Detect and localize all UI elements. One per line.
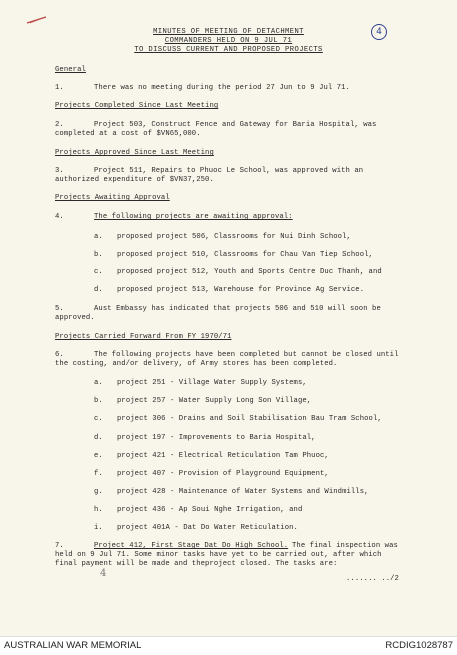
page-marker-circled: 4 <box>371 24 387 40</box>
list-item-letter: c. <box>94 268 103 276</box>
list-item-letter: i. <box>94 524 103 532</box>
para-5-line-1: Aust Embassy has indicated that projects 506 and 510 will soon be <box>94 305 381 313</box>
list-item-letter: d. <box>94 434 103 442</box>
list-item-letter: b. <box>94 251 103 259</box>
para-4-number: 4. <box>55 213 64 221</box>
heading-awaiting: Projects Awaiting Approval <box>55 194 170 202</box>
para-6-line-2: the costing, and/or delivery, of Army stores has been completed. <box>55 360 338 368</box>
footer-right-label: RCDIG1028787 <box>385 640 453 651</box>
list-item-text: project 251 - Village Water Supply Systems, <box>117 379 307 387</box>
para-2-number: 2. <box>55 121 64 129</box>
list-item-text: project 257 - Water Supply Long Son Village, <box>117 397 312 405</box>
list-item-letter: a. <box>94 379 103 387</box>
list-item-text: proposed project 506, Classrooms for Nui Dinh School, <box>117 233 351 241</box>
heading-carried-forward: Projects Carried Forward From FY 1970/71 <box>55 333 232 341</box>
heading-approved: Projects Approved Since Last Meeting <box>55 149 214 157</box>
para-5-line-2: approved. <box>55 314 95 322</box>
list-item-letter: b. <box>94 397 103 405</box>
list-item-letter: d. <box>94 286 103 294</box>
para-3-line-2: authorized expenditure of $VN37,250. <box>55 176 214 184</box>
list-item-text: project 436 - Ap Soui Nghe Irrigation, and <box>117 506 303 514</box>
list-item-text: project 428 - Maintenance of Water Systems and Windmills, <box>117 488 369 496</box>
para-7-line-1-rest: The final inspection was <box>292 542 398 550</box>
list-item-text: proposed project 513, Warehouse for Province Ag Service. <box>117 286 365 294</box>
para-4-text: The following projects are awaiting approval: <box>94 213 293 221</box>
list-item-text: project 197 - Improvements to Baria Hospital, <box>117 434 316 442</box>
para-7-line-2: held on 9 Jul 71. Some minor tasks have yet to be carried out, after which <box>55 551 382 559</box>
list-item-letter: e. <box>94 452 103 460</box>
list-item-letter: g. <box>94 488 103 496</box>
list-item-letter: h. <box>94 506 103 514</box>
para-6-number: 6. <box>55 351 64 359</box>
para-7-line-3: final payment will be made and theproject closed. The tasks are: <box>55 560 338 568</box>
handwritten-mark: 4 <box>100 568 107 579</box>
list-item-letter: c. <box>94 415 103 423</box>
list-item-text: project 306 - Drains and Soil Stabilisation Bau Tram School, <box>117 415 382 423</box>
para-2-line-2: completed at a cost of $VN65,000. <box>55 130 201 138</box>
para-3-line-1: Project 511, Repairs to Phuoc Le School, was approved with an <box>94 167 364 175</box>
list-item-text: project 407 - Provision of Playground Equipment, <box>117 470 329 478</box>
list-item-text: project 401A - Dat Do Water Reticulation. <box>117 524 298 532</box>
header-line-2: COMMANDERS HELD ON 9 JUL 71 <box>164 37 293 45</box>
list-item-letter: a. <box>94 233 103 241</box>
ink-mark <box>26 15 48 25</box>
list-item-text: proposed project 512, Youth and Sports Centre Duc Thanh, and <box>117 268 382 276</box>
para-1-text: There was no meeting during the period 27 Jun to 9 Jul 71. <box>94 84 350 92</box>
para-7-heading: Project 412, First Stage Dat Do High School. <box>94 542 289 550</box>
header-line-1: MINUTES OF MEETING OF DETACHMENT <box>153 28 304 36</box>
heading-completed: Projects Completed Since Last Meeting <box>55 102 219 110</box>
footer-left-label: AUSTRALIAN WAR MEMORIAL <box>4 640 142 651</box>
heading-general: General <box>55 66 86 74</box>
continuation-marker: ....... ../2 <box>346 575 399 583</box>
list-item-letter: f. <box>94 470 103 478</box>
para-1-number: 1. <box>55 84 64 92</box>
para-2-line-1: Project 503, Construct Fence and Gateway for Baria Hospital, was <box>94 121 377 129</box>
para-3-number: 3. <box>55 167 64 175</box>
para-5-number: 5. <box>55 305 64 313</box>
para-6-line-1: The following projects have been completed but cannot be closed until <box>94 351 399 359</box>
list-item-text: project 421 - Electrical Reticulation Tam Phuoc, <box>117 452 329 460</box>
list-item-text: proposed project 510, Classrooms for Chau Van Tiep School, <box>117 251 373 259</box>
para-7-number: 7. <box>55 542 64 550</box>
archive-footer <box>0 636 457 655</box>
header-line-3: TO DISCUSS CURRENT AND PROPOSED PROJECTS <box>134 46 323 54</box>
